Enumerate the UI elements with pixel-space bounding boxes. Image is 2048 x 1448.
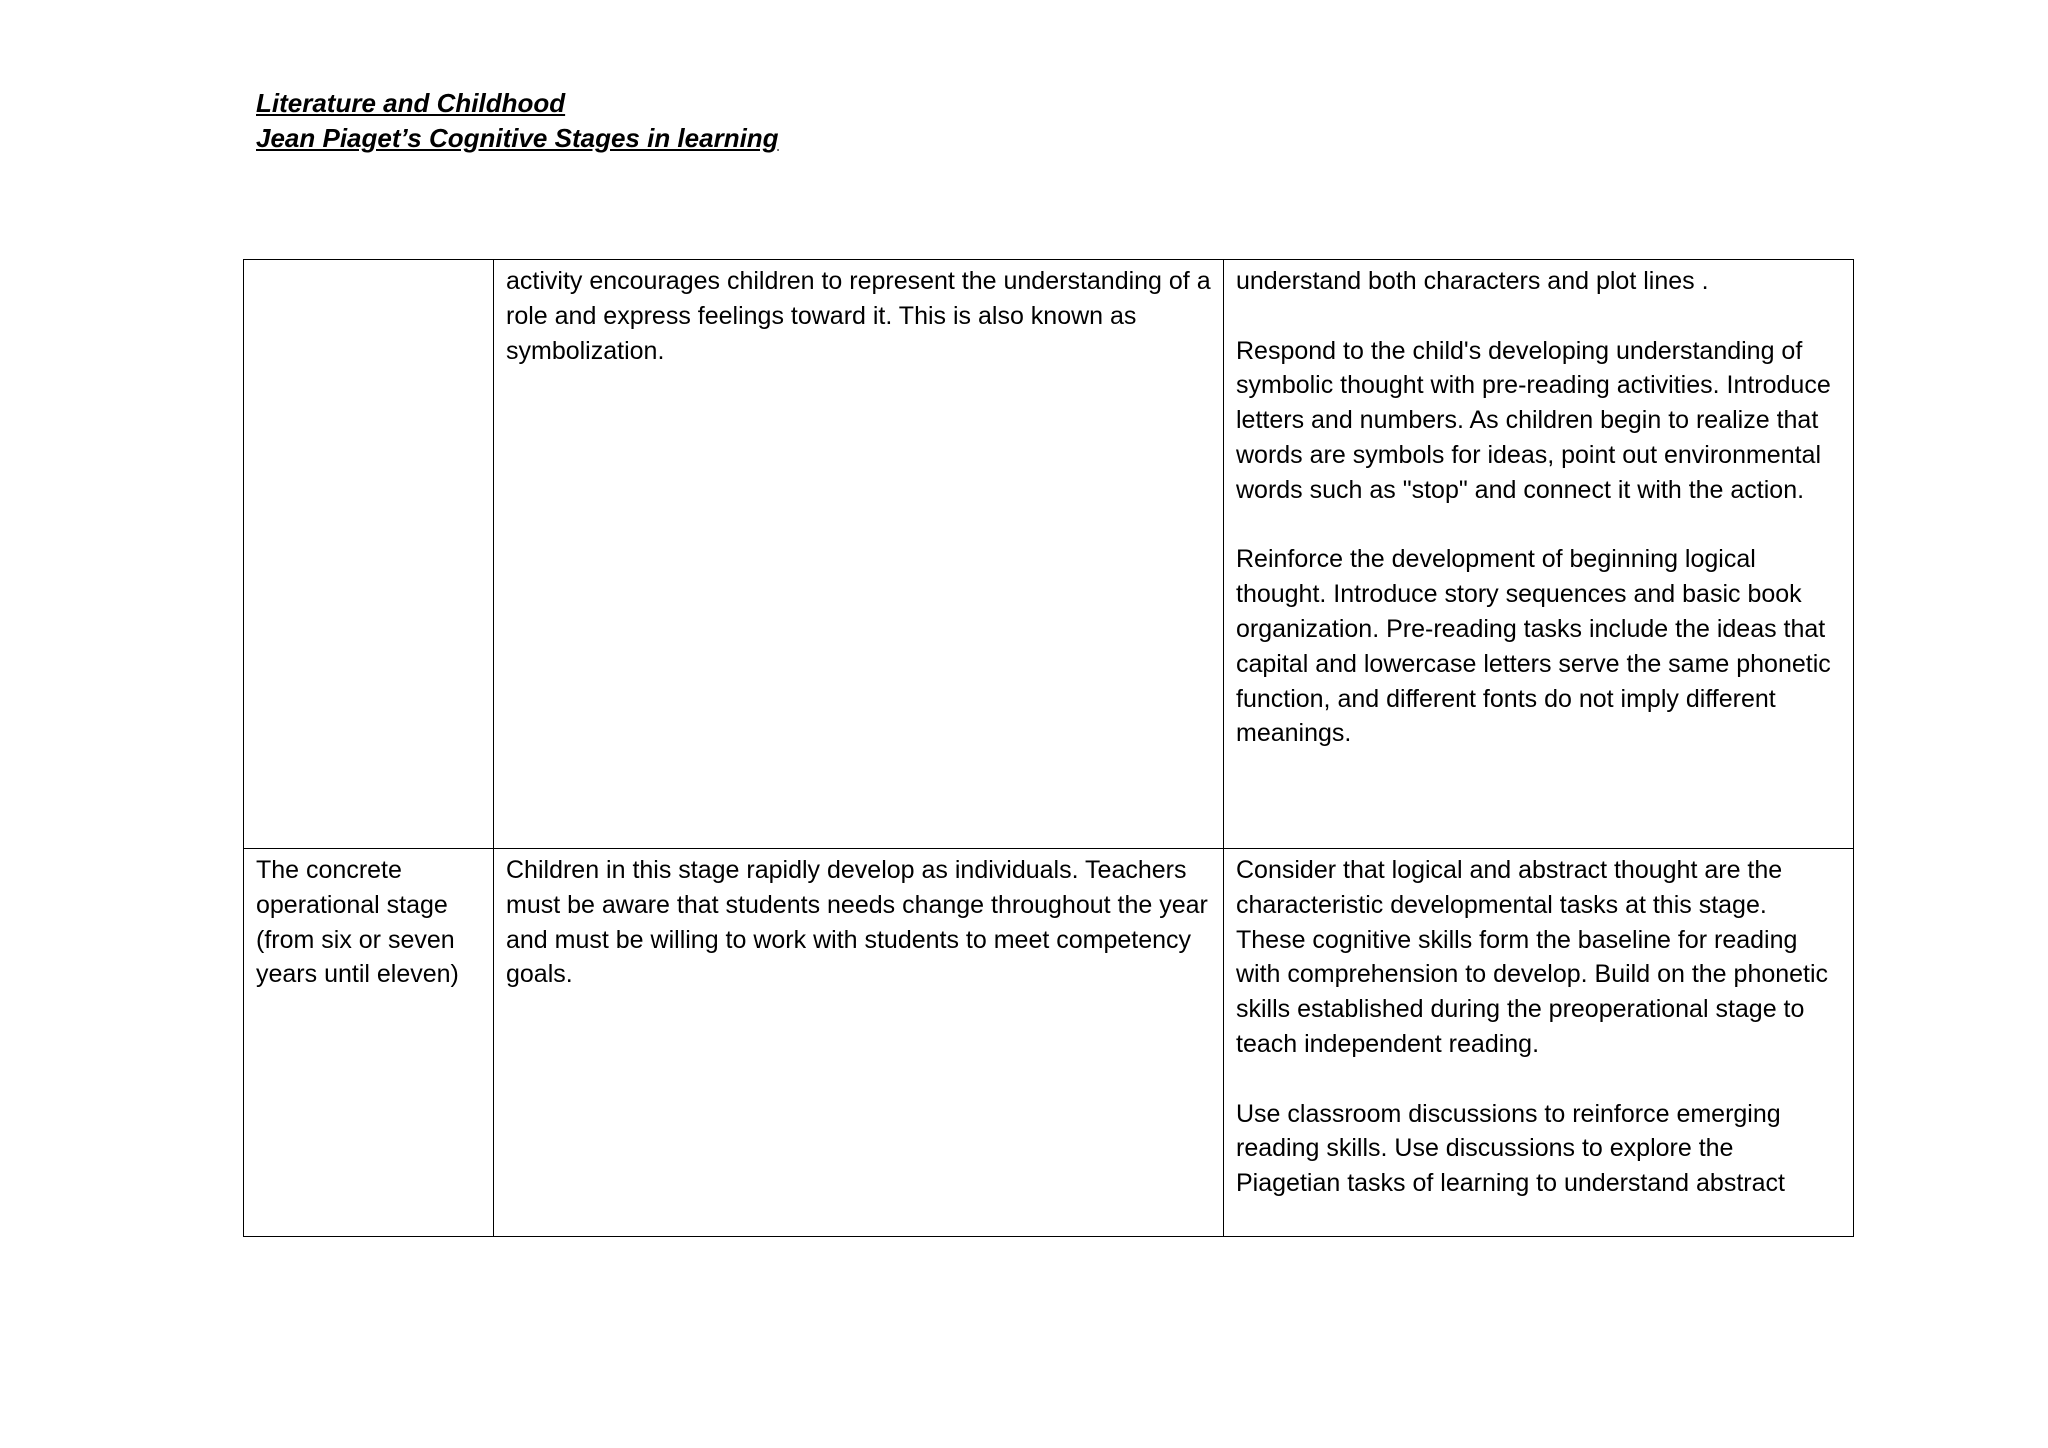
strategy-paragraph: Reinforce the development of beginning logical thought. Introduce story sequences and basic book organization. Pre-reading tasks include the ideas that capital and lowercase letters serve the same phonetic function, and different fonts do not imply different meanings. bbox=[1236, 545, 1831, 748]
page-header bbox=[256, 86, 779, 156]
strategies-cell bbox=[1224, 849, 1854, 1237]
description-text: activity encourages children to represent the understanding of a role and express feelings toward it. This is also known as symbolization. bbox=[506, 267, 1211, 365]
description-text: Children in this stage rapidly develop as individuals. Teachers must be aware that students needs change throughout the year and must be willing to work with students to meet competency goals. bbox=[506, 856, 1208, 989]
table-row bbox=[244, 849, 1854, 1237]
table-row bbox=[244, 260, 1854, 849]
strategy-paragraph: Use classroom discussions to reinforce emerging reading skills. Use discussions to explore the Piagetian tasks of learning to understand abstract bbox=[1236, 1099, 1785, 1198]
document-title: Jean Piaget’s Cognitive Stages in learning bbox=[256, 123, 779, 153]
strategy-paragraph: Respond to the child's developing understanding of symbolic thought with pre-reading activities. Introduce letters and numbers. As children begin to realize that words are symbols for ideas, point out environmental words such as "stop" and connect it with the action. bbox=[1236, 336, 1831, 504]
description-cell bbox=[494, 849, 1224, 1237]
stage-cell bbox=[244, 260, 494, 849]
stage-text: The concrete operational stage (from six or seven years until eleven) bbox=[256, 856, 459, 989]
stages-table bbox=[243, 259, 1854, 1237]
strategy-paragraph: Consider that logical and abstract thought are the characteristic developmental tasks at this stage. These cognitive skills form the baseline for reading with comprehension to develop. Build on the phonetic skills established during the preoperational stage to teach independent reading. bbox=[1236, 856, 1829, 1058]
strategy-paragraph: understand both characters and plot lines . bbox=[1236, 267, 1709, 295]
description-cell bbox=[494, 260, 1224, 849]
stage-cell bbox=[244, 849, 494, 1237]
course-title: Literature and Childhood bbox=[256, 88, 566, 118]
strategies-cell bbox=[1224, 260, 1854, 849]
